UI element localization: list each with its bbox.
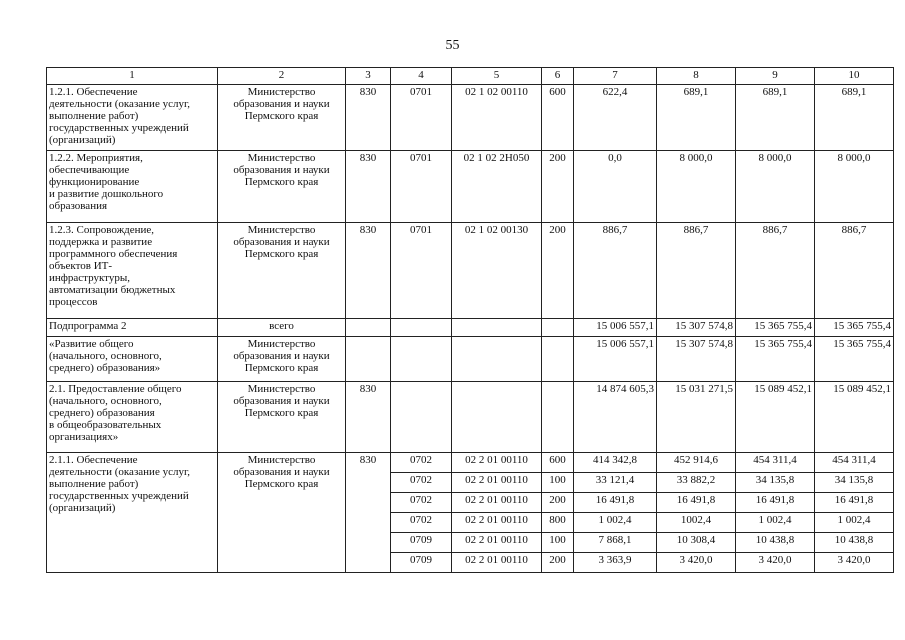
cell-col6: 200 xyxy=(542,151,574,223)
cell-col4: 0709 xyxy=(391,553,452,573)
cell-col6: 100 xyxy=(542,473,574,493)
cell-col9: 15 089 452,1 xyxy=(736,382,815,453)
cell-col5 xyxy=(452,382,542,453)
budget-table xyxy=(46,67,894,573)
cell-col5: 02 2 01 00110 xyxy=(452,453,542,473)
cell-col6 xyxy=(542,382,574,453)
header-row xyxy=(47,68,894,85)
cell-col9: 34 135,8 xyxy=(736,473,815,493)
cell-col10: 454 311,4 xyxy=(815,453,894,473)
cell-col10: 3 420,0 xyxy=(815,553,894,573)
row-organization: Министерство образования и науки Пермского края xyxy=(218,223,346,319)
cell-col8: 15 031 271,5 xyxy=(657,382,736,453)
cell-col7: 1 002,4 xyxy=(574,513,657,533)
header-cell: 2 xyxy=(218,68,346,85)
cell-col5: 02 1 02 2Н050 xyxy=(452,151,542,223)
cell-col6: 600 xyxy=(542,85,574,151)
cell-col7: 0,0 xyxy=(574,151,657,223)
cell-col5: 02 1 02 00110 xyxy=(452,85,542,151)
cell-col10: 8 000,0 xyxy=(815,151,894,223)
cell-col7: 14 874 605,3 xyxy=(574,382,657,453)
cell-col8: 1002,4 xyxy=(657,513,736,533)
cell-col9: 15 365 755,4 xyxy=(736,319,815,337)
cell-col7: 886,7 xyxy=(574,223,657,319)
cell-col4: 0702 xyxy=(391,453,452,473)
row-organization: Министерство образования и науки Пермского края xyxy=(218,85,346,151)
cell-col10: 10 438,8 xyxy=(815,533,894,553)
table-row xyxy=(47,319,894,337)
cell-col8: 689,1 xyxy=(657,85,736,151)
header-cell: 6 xyxy=(542,68,574,85)
cell-col10: 34 135,8 xyxy=(815,473,894,493)
cell-col8: 16 491,8 xyxy=(657,493,736,513)
cell-col4: 0701 xyxy=(391,85,452,151)
row-organization: всего xyxy=(218,319,346,337)
cell-col9: 3 420,0 xyxy=(736,553,815,573)
cell-col6: 100 xyxy=(542,533,574,553)
cell-col10: 886,7 xyxy=(815,223,894,319)
cell-col5: 02 2 01 00110 xyxy=(452,473,542,493)
header-cell: 7 xyxy=(574,68,657,85)
header-cell: 10 xyxy=(815,68,894,85)
header-cell: 3 xyxy=(346,68,391,85)
row-organization: Министерство образования и науки Пермского края xyxy=(218,151,346,223)
row-organization: Министерство образования и науки Пермского края xyxy=(218,337,346,382)
cell-col5 xyxy=(452,337,542,382)
header-cell: 9 xyxy=(736,68,815,85)
row-name: 2.1.1. Обеспечение деятельности (оказание услуг, выполнение работ) государственных учреждений (организаций) xyxy=(47,453,218,573)
table-row xyxy=(47,85,894,151)
cell-col4: 0702 xyxy=(391,473,452,493)
cell-col9: 886,7 xyxy=(736,223,815,319)
cell-col7: 7 868,1 xyxy=(574,533,657,553)
table-row xyxy=(47,337,894,382)
cell-col6: 200 xyxy=(542,493,574,513)
cell-col9: 454 311,4 xyxy=(736,453,815,473)
cell-col5 xyxy=(452,319,542,337)
header-cell: 1 xyxy=(47,68,218,85)
cell-col7: 3 363,9 xyxy=(574,553,657,573)
cell-col5: 02 2 01 00110 xyxy=(452,513,542,533)
table-row xyxy=(47,151,894,223)
cell-col3: 830 xyxy=(346,223,391,319)
cell-col6 xyxy=(542,319,574,337)
row-name: 1.2.2. Мероприятия, обеспечивающие функционирование и развитие дошкольного образования xyxy=(47,151,218,223)
cell-col7: 15 006 557,1 xyxy=(574,319,657,337)
cell-col9: 10 438,8 xyxy=(736,533,815,553)
cell-col5: 02 2 01 00110 xyxy=(452,533,542,553)
row-name: Подпрограмма 2 xyxy=(47,319,218,337)
cell-col8: 8 000,0 xyxy=(657,151,736,223)
cell-col4 xyxy=(391,319,452,337)
cell-col4 xyxy=(391,382,452,453)
cell-col8: 10 308,4 xyxy=(657,533,736,553)
cell-col7: 15 006 557,1 xyxy=(574,337,657,382)
cell-col8: 886,7 xyxy=(657,223,736,319)
cell-col10: 15 089 452,1 xyxy=(815,382,894,453)
header-cell: 5 xyxy=(452,68,542,85)
cell-col8: 15 307 574,8 xyxy=(657,319,736,337)
cell-col10: 1 002,4 xyxy=(815,513,894,533)
cell-col6: 200 xyxy=(542,553,574,573)
cell-col3 xyxy=(346,319,391,337)
cell-col8: 3 420,0 xyxy=(657,553,736,573)
cell-col5: 02 1 02 00130 xyxy=(452,223,542,319)
cell-col7: 16 491,8 xyxy=(574,493,657,513)
cell-col3: 830 xyxy=(346,453,391,573)
cell-col9: 15 365 755,4 xyxy=(736,337,815,382)
cell-col4: 0701 xyxy=(391,223,452,319)
cell-col3 xyxy=(346,337,391,382)
cell-col6: 600 xyxy=(542,453,574,473)
cell-col4: 0702 xyxy=(391,493,452,513)
cell-col3: 830 xyxy=(346,85,391,151)
cell-col8: 33 882,2 xyxy=(657,473,736,493)
page-number: 55 xyxy=(445,38,460,53)
table-row xyxy=(47,382,894,453)
cell-col10: 15 365 755,4 xyxy=(815,337,894,382)
cell-col7: 414 342,8 xyxy=(574,453,657,473)
cell-col4: 0702 xyxy=(391,513,452,533)
row-organization: Министерство образования и науки Пермского края xyxy=(218,453,346,573)
cell-col9: 8 000,0 xyxy=(736,151,815,223)
row-name: 1.2.3. Сопровождение, поддержка и развитие программного обеспечения объектов ИТ- инфраструктуры, автоматизации бюджетных процессов xyxy=(47,223,218,319)
row-name: «Развитие общего (начального, основного, среднего) образования» xyxy=(47,337,218,382)
row-organization: Министерство образования и науки Пермского края xyxy=(218,382,346,453)
cell-col3: 830 xyxy=(346,382,391,453)
cell-col8: 452 914,6 xyxy=(657,453,736,473)
table-row xyxy=(47,453,894,473)
cell-col7: 33 121,4 xyxy=(574,473,657,493)
cell-col6: 200 xyxy=(542,223,574,319)
cell-col5: 02 2 01 00110 xyxy=(452,493,542,513)
cell-col10: 689,1 xyxy=(815,85,894,151)
cell-col3: 830 xyxy=(346,151,391,223)
cell-col9: 1 002,4 xyxy=(736,513,815,533)
cell-col9: 16 491,8 xyxy=(736,493,815,513)
header-cell: 4 xyxy=(391,68,452,85)
header-cell: 8 xyxy=(657,68,736,85)
cell-col4: 0701 xyxy=(391,151,452,223)
cell-col6: 800 xyxy=(542,513,574,533)
cell-col10: 16 491,8 xyxy=(815,493,894,513)
cell-col9: 689,1 xyxy=(736,85,815,151)
cell-col7: 622,4 xyxy=(574,85,657,151)
row-name: 1.2.1. Обеспечение деятельности (оказание услуг, выполнение работ) государственных учреждений (организаций) xyxy=(47,85,218,151)
cell-col5: 02 2 01 00110 xyxy=(452,553,542,573)
table-row xyxy=(47,223,894,319)
row-name: 2.1. Предоставление общего (начального, основного, среднего) образования в общеобразовательных организациях» xyxy=(47,382,218,453)
cell-col6 xyxy=(542,337,574,382)
cell-col4 xyxy=(391,337,452,382)
cell-col8: 15 307 574,8 xyxy=(657,337,736,382)
cell-col10: 15 365 755,4 xyxy=(815,319,894,337)
cell-col4: 0709 xyxy=(391,533,452,553)
